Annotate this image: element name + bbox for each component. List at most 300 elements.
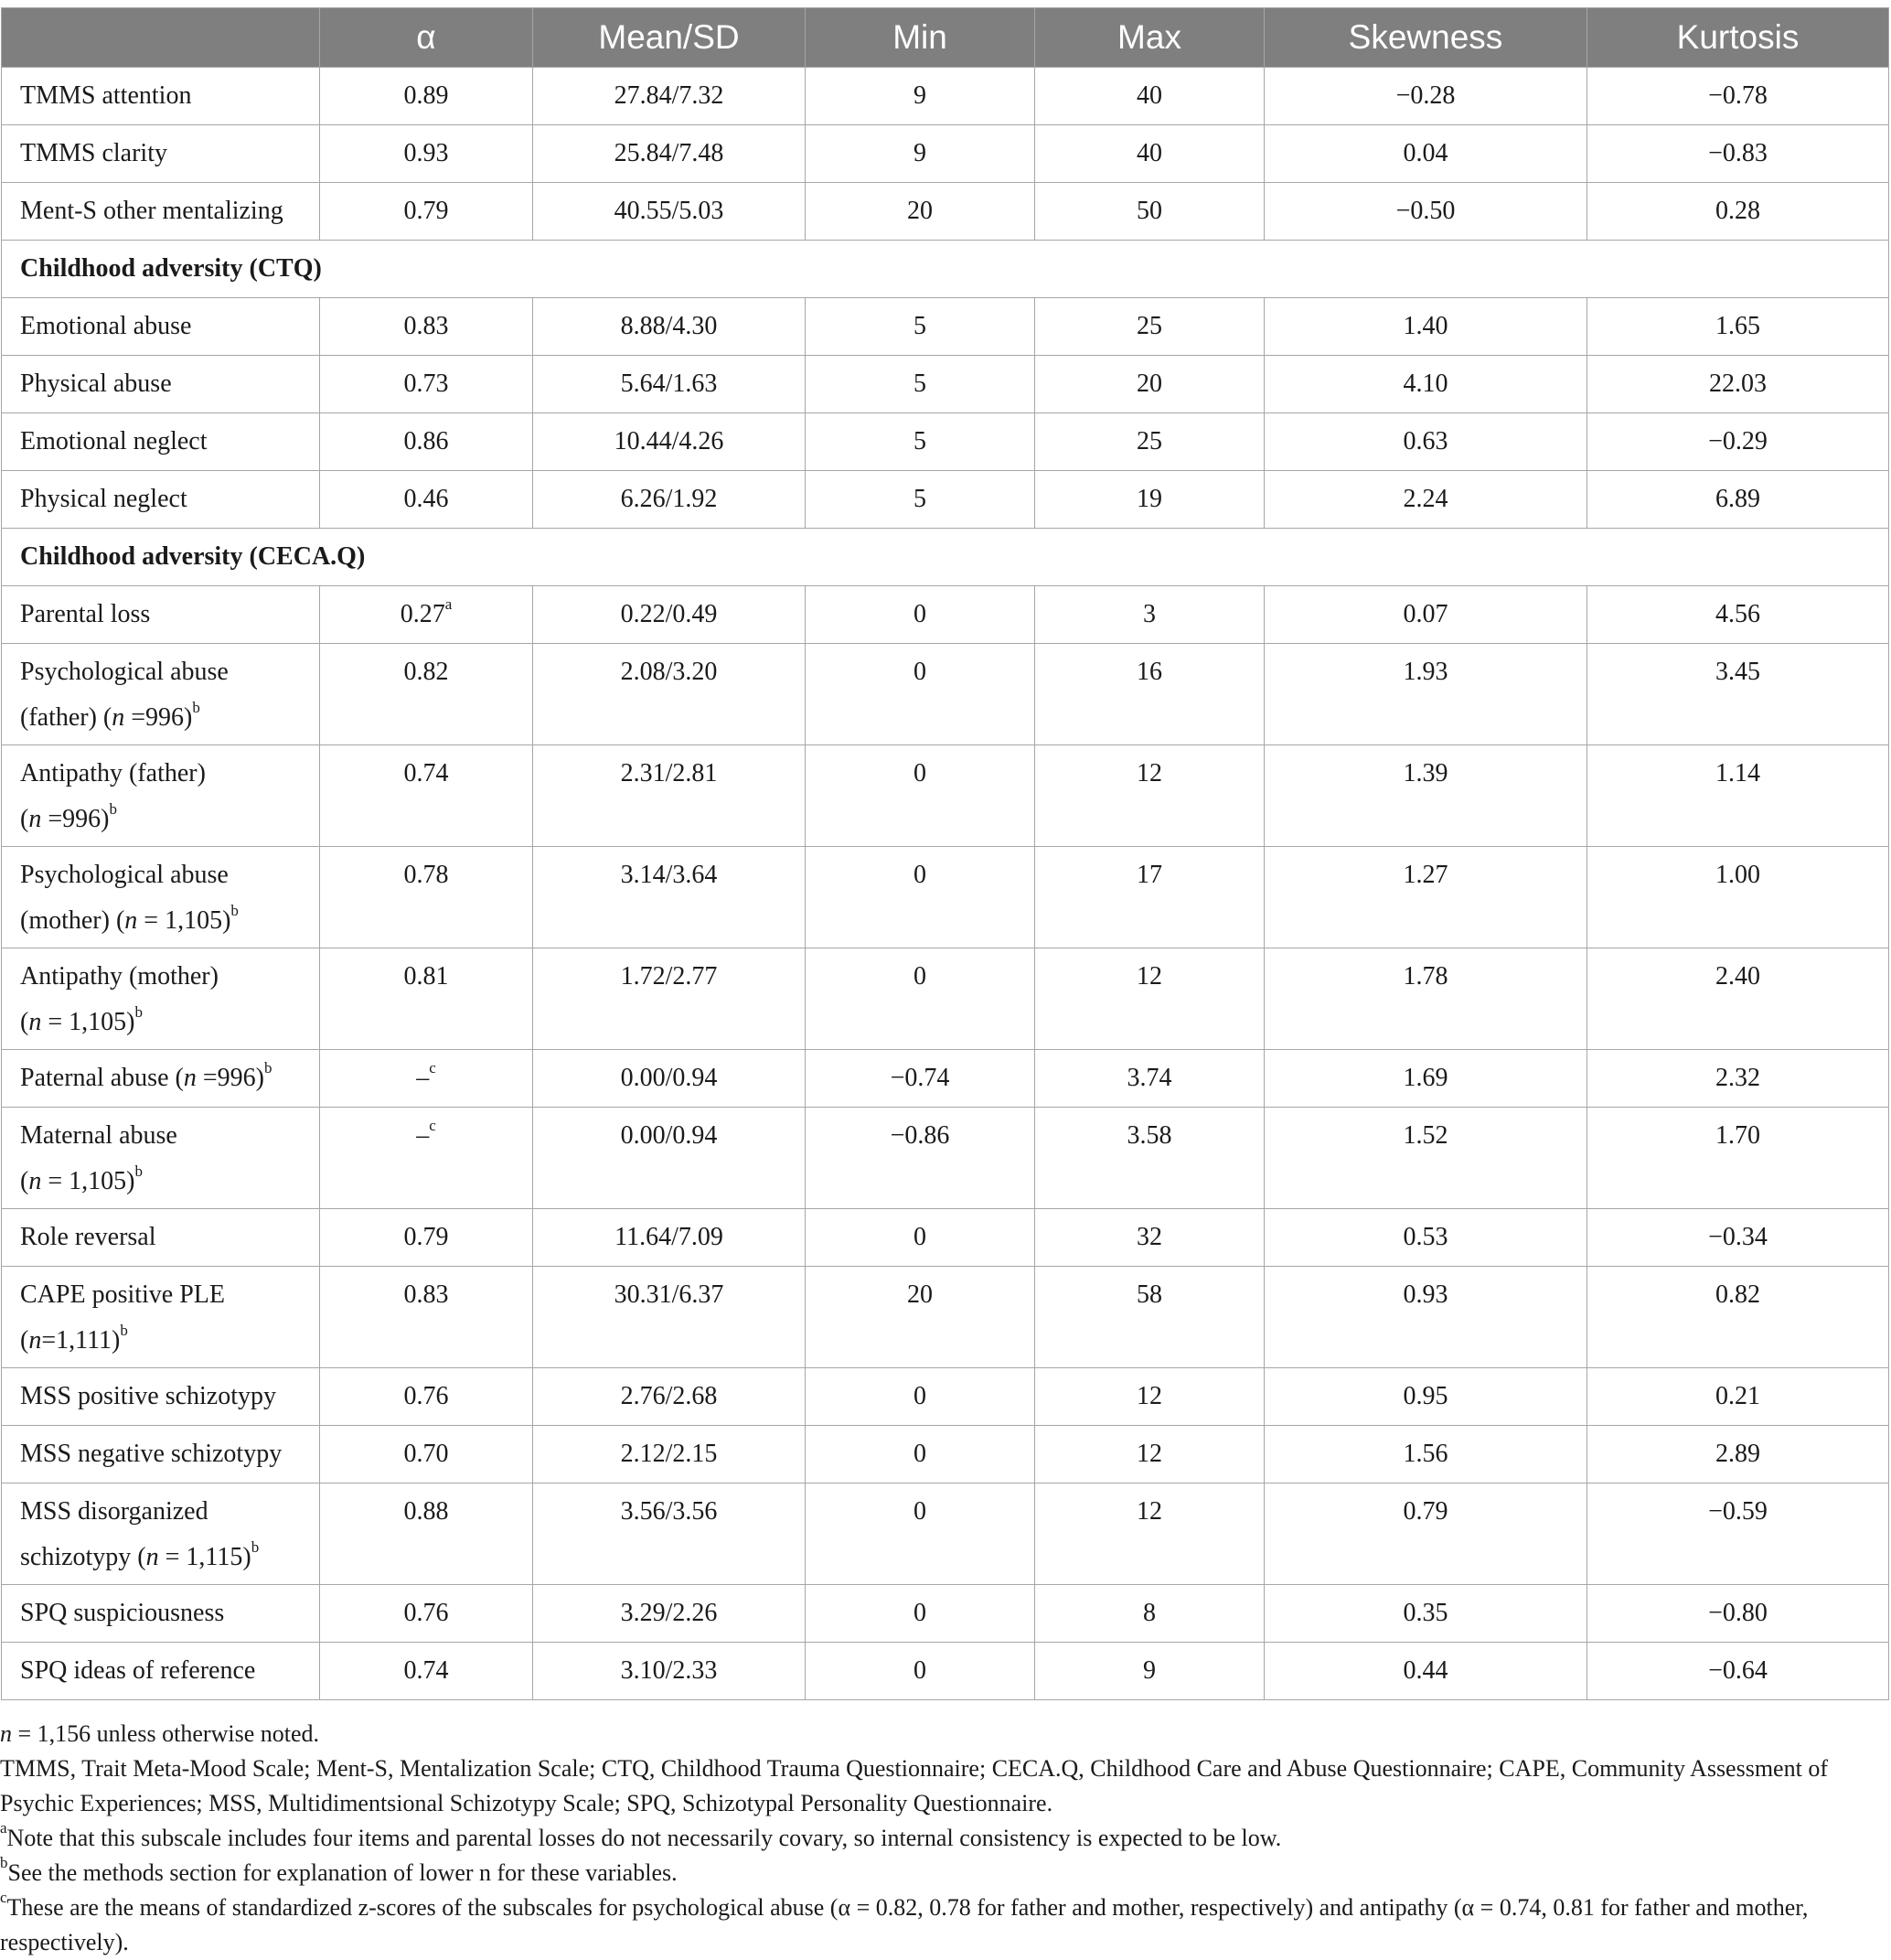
- cell-value: 5: [913, 427, 926, 455]
- cell-min: [806, 356, 1035, 413]
- cell-kurtosis: [1587, 1108, 1889, 1209]
- cell-min: [806, 1209, 1035, 1267]
- note-n: [0, 1717, 1887, 1751]
- cell-kurtosis: [1587, 183, 1889, 241]
- cell-kurtosis: [1587, 1050, 1889, 1108]
- cell-value: 6.26/1.92: [620, 485, 718, 513]
- cell-value: 0: [913, 658, 926, 686]
- cell-value: 2.08/3.20: [620, 658, 718, 686]
- cell-value: 0.21: [1715, 1382, 1760, 1410]
- cell-mean-sd: [533, 298, 806, 356]
- cell-skewness: [1265, 1585, 1587, 1643]
- header-blank: [2, 8, 320, 68]
- cell-value: 0.93: [403, 139, 449, 167]
- cell-min: [806, 1108, 1035, 1209]
- cell-value: 12: [1137, 1440, 1162, 1468]
- note-a-mark: a: [0, 1819, 7, 1837]
- cell-value: 0.82: [1715, 1280, 1760, 1309]
- cell-max: [1035, 298, 1265, 356]
- table-row: [2, 1368, 1889, 1426]
- cell-min: [806, 1643, 1035, 1700]
- cell-skewness: [1265, 1267, 1587, 1368]
- table-row: [2, 298, 1889, 356]
- cell-mean-sd: [533, 745, 806, 847]
- cell-alpha: [320, 847, 533, 948]
- cell-value: 3: [1143, 600, 1156, 628]
- cell-mean-sd: [533, 1267, 806, 1368]
- cell-value: −0.64: [1708, 1656, 1768, 1685]
- cell-value: 25: [1137, 427, 1162, 455]
- row-label-text: (: [20, 1167, 29, 1195]
- n-symbol: n: [28, 1167, 42, 1195]
- row-label-n: = 1,115): [158, 1543, 251, 1571]
- note-a-text: Note that this subscale includes four items and parental losses do not necessarily covary, so internal consistency is expected to be low.: [6, 1825, 1282, 1851]
- cell-kurtosis: [1587, 1209, 1889, 1267]
- cell-kurtosis: [1587, 1585, 1889, 1643]
- table-row: [2, 847, 1889, 948]
- cell-max: [1035, 356, 1265, 413]
- row-label-line2: [20, 797, 306, 842]
- footnote-mark: b: [134, 1162, 143, 1180]
- cell-value: 0.79: [1403, 1497, 1448, 1526]
- cell-min: [806, 68, 1035, 125]
- cell-min: [806, 413, 1035, 471]
- table-row: [2, 183, 1889, 241]
- n-symbol: n: [124, 906, 138, 935]
- cell-alpha: [320, 586, 533, 644]
- cell-value: 3.74: [1127, 1064, 1172, 1092]
- cell-min: [806, 644, 1035, 745]
- cell-value: 40: [1137, 139, 1162, 167]
- cell-mean-sd: [533, 586, 806, 644]
- cell-alpha: [320, 1050, 533, 1108]
- descriptive-statistics-table: [1, 7, 1889, 1700]
- cell-value: 0: [913, 1497, 926, 1526]
- cell-value: 0: [913, 759, 926, 787]
- row-label-line2: [20, 1000, 306, 1045]
- cell-value: 12: [1137, 759, 1162, 787]
- cell-kurtosis: [1587, 1426, 1889, 1483]
- row-label: Parental loss: [2, 586, 320, 644]
- cell-alpha: [320, 356, 533, 413]
- cell-value: 2.32: [1715, 1064, 1760, 1092]
- note-c-text: These are the means of standardized z-scores of the subscales for psychological abuse (α = 0.82, 0.78 for father and mother, respectively) and antipathy (α = 0.74, 0.81 for father and mother, respectively).: [0, 1894, 1809, 1955]
- cell-kurtosis: [1587, 1368, 1889, 1426]
- section-header-row: [2, 529, 1889, 586]
- cell-kurtosis: [1587, 745, 1889, 847]
- note-c: [0, 1890, 1887, 1960]
- cell-value: 12: [1137, 1382, 1162, 1410]
- note-abbreviations: TMMS, Trait Meta-Mood Scale; Ment-S, Mentalization Scale; CTQ, Childhood Trauma Questionnaire; CECA.Q, Childhood Care and Abuse Questionnaire; CAPE, Community Assessment of Psychic Experiences; MSS, Multidimentsional Schizotypy Scale; SPQ, Schizotypal Personality Questionnaire.: [0, 1755, 1828, 1816]
- cell-value: 0.83: [403, 1280, 449, 1309]
- row-label: [2, 1483, 320, 1585]
- cell-value: 1.78: [1403, 962, 1448, 991]
- cell-value: 0.35: [1403, 1599, 1448, 1627]
- cell-alpha: [320, 471, 533, 529]
- row-label-line1: CAPE positive PLE: [20, 1280, 226, 1309]
- n-symbol: n: [28, 805, 42, 833]
- cell-value: 0.44: [1403, 1656, 1448, 1685]
- cell-max: [1035, 1643, 1265, 1700]
- cell-value: 0.81: [403, 962, 449, 991]
- row-label: SPQ ideas of reference: [2, 1643, 320, 1700]
- cell-value: −0.34: [1708, 1223, 1768, 1251]
- cell-skewness: [1265, 298, 1587, 356]
- row-label-n: =996): [124, 703, 193, 732]
- cell-value: 5: [913, 370, 926, 398]
- cell-value: 40.55/5.03: [614, 197, 724, 225]
- header-max: Max: [1035, 8, 1265, 68]
- cell-value: 19: [1137, 485, 1162, 513]
- row-label: [2, 1050, 320, 1108]
- row-label: TMMS clarity: [2, 125, 320, 183]
- cell-max: [1035, 1483, 1265, 1585]
- cell-kurtosis: [1587, 356, 1889, 413]
- row-label-line2: [20, 898, 306, 944]
- cell-max: [1035, 847, 1265, 948]
- section-label: Childhood adversity (CTQ): [2, 241, 1889, 298]
- cell-kurtosis: [1587, 1267, 1889, 1368]
- cell-value: 0.74: [403, 759, 449, 787]
- cell-value: 0.63: [1403, 427, 1448, 455]
- cell-max: [1035, 1108, 1265, 1209]
- cell-max: [1035, 586, 1265, 644]
- table-body: [2, 68, 1889, 1700]
- cell-mean-sd: [533, 948, 806, 1050]
- cell-value: 2.40: [1715, 962, 1760, 991]
- table-row: [2, 1108, 1889, 1209]
- cell-skewness: [1265, 1643, 1587, 1700]
- cell-mean-sd: [533, 125, 806, 183]
- cell-value: 0.82: [403, 658, 449, 686]
- cell-value: 0: [913, 1440, 926, 1468]
- header-kurtosis: Kurtosis: [1587, 8, 1889, 68]
- cell-value: 1.69: [1403, 1064, 1448, 1092]
- cell-max: [1035, 1426, 1265, 1483]
- row-label: TMMS attention: [2, 68, 320, 125]
- cell-skewness: [1265, 68, 1587, 125]
- cell-value: 2.89: [1715, 1440, 1760, 1468]
- cell-min: [806, 298, 1035, 356]
- cell-alpha: [320, 1368, 533, 1426]
- note-b-mark: b: [0, 1854, 8, 1872]
- cell-max: [1035, 413, 1265, 471]
- cell-value: 11.64/7.09: [614, 1223, 723, 1251]
- cell-skewness: [1265, 1209, 1587, 1267]
- cell-value: 5: [913, 312, 926, 340]
- table-row: [2, 948, 1889, 1050]
- cell-value: 0.22/0.49: [620, 600, 718, 628]
- footnote-mark: a: [444, 594, 453, 613]
- cell-skewness: [1265, 1050, 1587, 1108]
- cell-value: 0.53: [1403, 1223, 1448, 1251]
- row-label-text: (father) (: [20, 703, 112, 732]
- cell-kurtosis: [1587, 471, 1889, 529]
- row-label-n: = 1,105): [137, 906, 231, 935]
- cell-skewness: [1265, 356, 1587, 413]
- cell-mean-sd: [533, 1108, 806, 1209]
- cell-kurtosis: [1587, 948, 1889, 1050]
- cell-value: 30.31/6.37: [614, 1280, 724, 1309]
- table-row: [2, 1050, 1889, 1108]
- table-row: [2, 413, 1889, 471]
- table-row: [2, 1585, 1889, 1643]
- cell-max: [1035, 1368, 1265, 1426]
- cell-max: [1035, 1267, 1265, 1368]
- row-label-text: schizotypy (: [20, 1543, 146, 1571]
- cell-value: 2.31/2.81: [620, 759, 718, 787]
- cell-value: 0.93: [1403, 1280, 1448, 1309]
- cell-alpha: [320, 1483, 533, 1585]
- cell-value: 0.73: [403, 370, 449, 398]
- cell-skewness: [1265, 183, 1587, 241]
- cell-value: 0.79: [403, 197, 449, 225]
- row-label: Physical abuse: [2, 356, 320, 413]
- cell-value: 0: [913, 1599, 926, 1627]
- table-row: [2, 586, 1889, 644]
- cell-max: [1035, 471, 1265, 529]
- footnote-mark: b: [263, 1058, 272, 1076]
- cell-value: 12: [1137, 1497, 1162, 1526]
- row-label-n: = 1,105): [41, 1167, 135, 1195]
- cell-value: 4.10: [1403, 370, 1448, 398]
- cell-kurtosis: [1587, 413, 1889, 471]
- cell-min: [806, 948, 1035, 1050]
- cell-value: −0.50: [1395, 197, 1456, 225]
- row-label-line1: Psychological abuse: [20, 861, 229, 889]
- cell-value: 20: [1137, 370, 1162, 398]
- note-a: [0, 1821, 1887, 1856]
- header-skewness: Skewness: [1265, 8, 1587, 68]
- cell-value: 2.24: [1403, 485, 1448, 513]
- footnote-mark: c: [429, 1116, 436, 1134]
- cell-min: [806, 183, 1035, 241]
- row-label: Emotional neglect: [2, 413, 320, 471]
- row-label-line1: Antipathy (father): [20, 759, 206, 787]
- cell-value: −0.86: [890, 1121, 950, 1150]
- cell-mean-sd: [533, 1426, 806, 1483]
- cell-mean-sd: [533, 847, 806, 948]
- cell-mean-sd: [533, 1050, 806, 1108]
- cell-alpha: [320, 1426, 533, 1483]
- cell-value: 1.40: [1403, 312, 1448, 340]
- cell-max: [1035, 125, 1265, 183]
- row-label: Ment-S other mentalizing: [2, 183, 320, 241]
- cell-min: [806, 586, 1035, 644]
- table-row: [2, 1426, 1889, 1483]
- cell-mean-sd: [533, 1209, 806, 1267]
- cell-skewness: [1265, 644, 1587, 745]
- cell-value: 1.39: [1403, 759, 1448, 787]
- cell-value: 0.95: [1403, 1382, 1448, 1410]
- cell-min: [806, 1050, 1035, 1108]
- cell-value: 3.14/3.64: [620, 861, 718, 889]
- cell-value: 25: [1137, 312, 1162, 340]
- cell-mean-sd: [533, 644, 806, 745]
- cell-value: 3.10/2.33: [620, 1656, 718, 1685]
- cell-value: −0.59: [1708, 1497, 1768, 1526]
- cell-value: 8: [1143, 1599, 1156, 1627]
- cell-alpha: [320, 125, 533, 183]
- n-symbol: n: [28, 1326, 42, 1355]
- cell-value: 3.56/3.56: [620, 1497, 718, 1526]
- row-label-line1: MSS disorganized: [20, 1497, 208, 1526]
- header-min: Min: [806, 8, 1035, 68]
- cell-value: 5.64/1.63: [620, 370, 718, 398]
- note-n-text: = 1,156 unless otherwise noted.: [12, 1720, 320, 1747]
- cell-value: 0.86: [403, 427, 449, 455]
- cell-value: 1.93: [1403, 658, 1448, 686]
- cell-alpha: [320, 948, 533, 1050]
- cell-value: 1.52: [1403, 1121, 1448, 1150]
- cell-min: [806, 125, 1035, 183]
- cell-alpha: [320, 1267, 533, 1368]
- note-b: [0, 1856, 1887, 1890]
- cell-value: 1.56: [1403, 1440, 1448, 1468]
- footnote-mark: c: [429, 1058, 436, 1076]
- row-label: [2, 948, 320, 1050]
- row-label: MSS positive schizotypy: [2, 1368, 320, 1426]
- cell-skewness: [1265, 948, 1587, 1050]
- cell-value: 6.89: [1715, 485, 1760, 513]
- cell-skewness: [1265, 1426, 1587, 1483]
- n-symbol: n: [28, 1008, 42, 1036]
- cell-value: 2.76/2.68: [620, 1382, 718, 1410]
- section-label: Childhood adversity (CECA.Q): [2, 529, 1889, 586]
- cell-alpha: [320, 1643, 533, 1700]
- cell-value: –: [416, 1121, 430, 1150]
- cell-value: 0.74: [403, 1656, 449, 1685]
- cell-mean-sd: [533, 1483, 806, 1585]
- table-notes: [0, 1700, 1887, 1960]
- cell-kurtosis: [1587, 847, 1889, 948]
- cell-mean-sd: [533, 471, 806, 529]
- table-row: [2, 1267, 1889, 1368]
- row-label-text: (mother) (: [20, 906, 125, 935]
- row-label-n: =996): [41, 805, 110, 833]
- cell-kurtosis: [1587, 644, 1889, 745]
- cell-value: 1.00: [1715, 861, 1760, 889]
- cell-skewness: [1265, 847, 1587, 948]
- cell-max: [1035, 644, 1265, 745]
- cell-value: 0.83: [403, 312, 449, 340]
- row-label: [2, 1108, 320, 1209]
- cell-value: 0.27: [400, 600, 445, 628]
- footnote-mark: b: [120, 1321, 128, 1339]
- cell-mean-sd: [533, 1585, 806, 1643]
- header-row: [2, 8, 1889, 68]
- cell-alpha: [320, 745, 533, 847]
- cell-mean-sd: [533, 1368, 806, 1426]
- cell-alpha: [320, 68, 533, 125]
- table-row: [2, 1643, 1889, 1700]
- table-row: [2, 68, 1889, 125]
- cell-kurtosis: [1587, 586, 1889, 644]
- cell-min: [806, 847, 1035, 948]
- row-label: Emotional abuse: [2, 298, 320, 356]
- row-label-text: (: [20, 1008, 29, 1036]
- cell-value: 1.70: [1715, 1121, 1760, 1150]
- cell-alpha: [320, 413, 533, 471]
- footnote-mark: b: [230, 901, 239, 919]
- row-label-line2: [20, 1535, 306, 1580]
- cell-value: 2.12/2.15: [620, 1440, 718, 1468]
- row-label-text: Paternal abuse (: [20, 1064, 184, 1092]
- cell-min: [806, 745, 1035, 847]
- cell-alpha: [320, 1585, 533, 1643]
- cell-value: 0.78: [403, 861, 449, 889]
- cell-value: 16: [1137, 658, 1162, 686]
- cell-value: 5: [913, 485, 926, 513]
- n-symbol: n: [183, 1064, 197, 1092]
- cell-value: 50: [1137, 197, 1162, 225]
- cell-max: [1035, 1050, 1265, 1108]
- cell-min: [806, 471, 1035, 529]
- cell-value: −0.80: [1708, 1599, 1768, 1627]
- row-label-text: (: [20, 805, 29, 833]
- cell-value: −0.78: [1708, 81, 1768, 110]
- cell-value: 0.07: [1403, 600, 1448, 628]
- cell-mean-sd: [533, 413, 806, 471]
- row-label: [2, 745, 320, 847]
- cell-value: 0.28: [1715, 197, 1760, 225]
- row-label: [2, 644, 320, 745]
- cell-value: 9: [1143, 1656, 1156, 1685]
- row-label-line2: [20, 1318, 306, 1364]
- cell-value: 9: [913, 81, 926, 110]
- cell-kurtosis: [1587, 1643, 1889, 1700]
- cell-value: 0: [913, 962, 926, 991]
- row-label: [2, 1267, 320, 1368]
- cell-min: [806, 1483, 1035, 1585]
- cell-value: 40: [1137, 81, 1162, 110]
- table-row: [2, 471, 1889, 529]
- cell-value: 22.03: [1709, 370, 1767, 398]
- cell-value: −0.74: [890, 1064, 950, 1092]
- cell-min: [806, 1585, 1035, 1643]
- row-label-line2: [20, 695, 306, 741]
- cell-max: [1035, 1209, 1265, 1267]
- cell-value: 8.88/4.30: [620, 312, 718, 340]
- cell-value: 58: [1137, 1280, 1162, 1309]
- row-label: SPQ suspiciousness: [2, 1585, 320, 1643]
- row-label-n: =1,111): [41, 1326, 121, 1355]
- cell-value: 1.72/2.77: [620, 962, 718, 991]
- cell-mean-sd: [533, 1643, 806, 1700]
- cell-value: 1.65: [1715, 312, 1760, 340]
- note-c-mark: c: [0, 1889, 7, 1907]
- cell-value: 10.44/4.26: [614, 427, 724, 455]
- cell-skewness: [1265, 471, 1587, 529]
- row-label-line1: Psychological abuse: [20, 658, 229, 686]
- cell-value: 0.04: [1403, 139, 1448, 167]
- row-label-n: = 1,105): [41, 1008, 135, 1036]
- cell-value: 4.56: [1715, 600, 1760, 628]
- cell-value: 1.14: [1715, 759, 1760, 787]
- cell-max: [1035, 745, 1265, 847]
- cell-skewness: [1265, 1483, 1587, 1585]
- cell-value: 0.46: [403, 485, 449, 513]
- cell-value: 0: [913, 600, 926, 628]
- cell-value: 27.84/7.32: [614, 81, 724, 110]
- cell-min: [806, 1368, 1035, 1426]
- cell-max: [1035, 1585, 1265, 1643]
- header-mean-sd: Mean/SD: [533, 8, 806, 68]
- cell-value: 3.45: [1715, 658, 1760, 686]
- cell-kurtosis: [1587, 125, 1889, 183]
- cell-value: 0.79: [403, 1223, 449, 1251]
- table-row: [2, 745, 1889, 847]
